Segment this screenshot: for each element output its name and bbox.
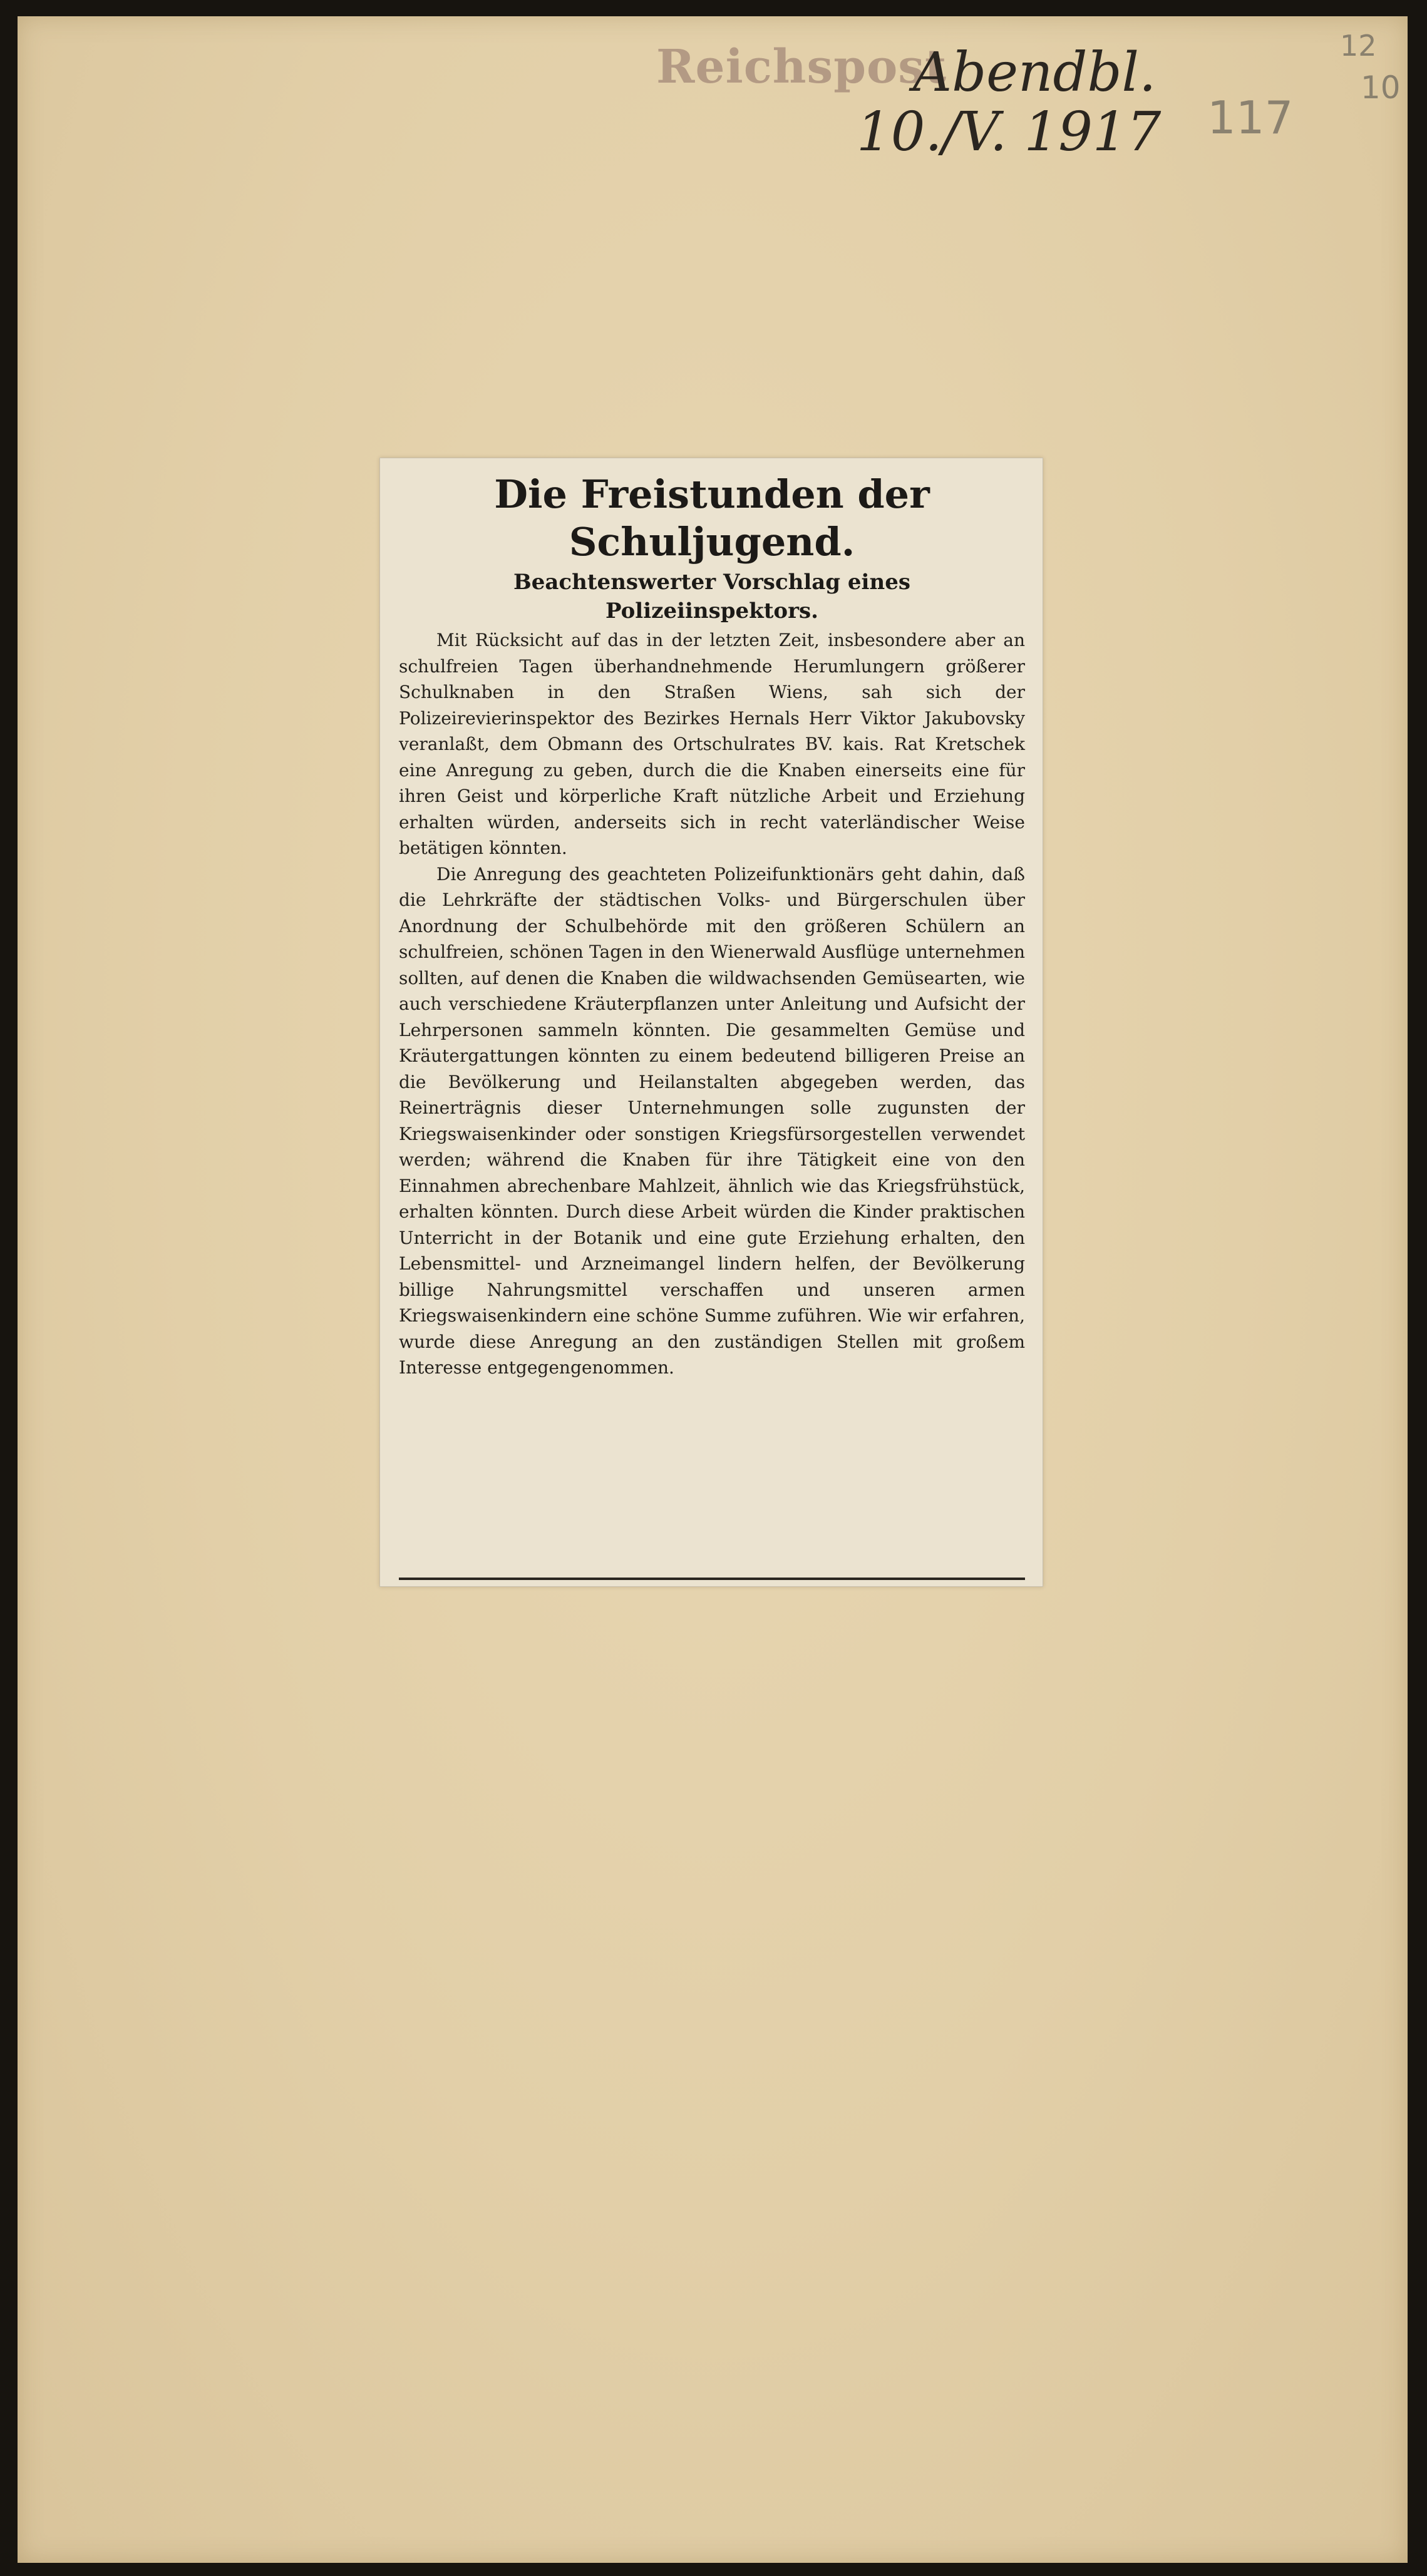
article-paragraph-2: Die Anregung des geachteten Polizeifunktionärs geht dahin, daß die Lehrkräfte der städtischen Volks- und Bürgerschulen über Anordnung der Schulbehörde mit den größeren Schülern an schulfreien, schönen Tagen in den Wienerwald Ausflüge unternehmen sollten, auf denen die Knaben die wildwachsenden Gemüsearten, wie auch verschiedene Kräuterpflanzen unter Anleitung und Aufsicht der Lehrpersonen sammeln könnten. Die gesammelten Gemüse und Kräutergattungen könnten zu einem bedeutend billigeren Preise an die Bevölkerung und Heilanstalten abgegeben werden, das Reinerträgnis dieser Unternehmungen solle zugunsten der Kriegswaisenkinder oder sonstigen Kriegsfürsorgestellen verwendet werden; während die Knaben für ihre Tätigkeit eine von den Einnahmen abrechenbare Mahlzeit, ähnlich wie das Kriegsfrühstück, erhalten könnten. Durch diese Arbeit würden die Kinder praktischen Unterricht in der Botanik und eine gute Erziehung erhalten, den Lebensmittel- und Arzneimangel lindern helfen, der Bevölkerung billige Nahrungsmittel verschaffen und unseren armen Kriegswaisenkindern eine schöne Summe zuführen. Wie wir erfahren, wurde diese Anregung an den zuständigen Stellen mit großem Interesse entgegengenommen. xyxy=(399,863,1025,1378)
handwritten-edition-note: Abendbl. xyxy=(913,41,1157,104)
newspaper-clipping xyxy=(379,458,1043,1587)
article-end-rule xyxy=(399,1578,1025,1580)
newspaper-stamp: Reichspost xyxy=(656,40,947,94)
corner-mark-bottom: 10 xyxy=(1361,69,1401,106)
pencil-archive-number: 117 xyxy=(1207,91,1294,144)
article-title: Die Freistunden der Schuljugend. xyxy=(494,471,930,565)
article-subtitle: Beachtenswerter Vorschlag eines Polizeiinspektors. xyxy=(513,570,910,623)
corner-mark-top: 12 xyxy=(1340,29,1377,63)
handwritten-date: 10./V. 1917 xyxy=(857,101,1162,163)
article-paragraph-1: Mit Rücksicht auf das in der letzten Zeit, insbesondere aber an schulfreien Tagen überhandnehmende Herumlungern größerer Schulknaben in den Straßen Wiens, sah sich der Polizeirevierinspektor des Bezirkes Hernals Herr Viktor Jakubovsky veranlaßt, dem Obmann des Ortschulrates BV. kais. Rat Kretschek eine Anregung zu geben, durch die die Knaben einerseits eine für ihren Geist und körperliche Kraft nützliche Arbeit und Erziehung erhalten würden, anderseits sich in recht vaterländischer Weise betätigen könnten. xyxy=(399,630,1025,858)
archive-sheet xyxy=(18,16,1408,2563)
article-body xyxy=(399,627,1025,1381)
